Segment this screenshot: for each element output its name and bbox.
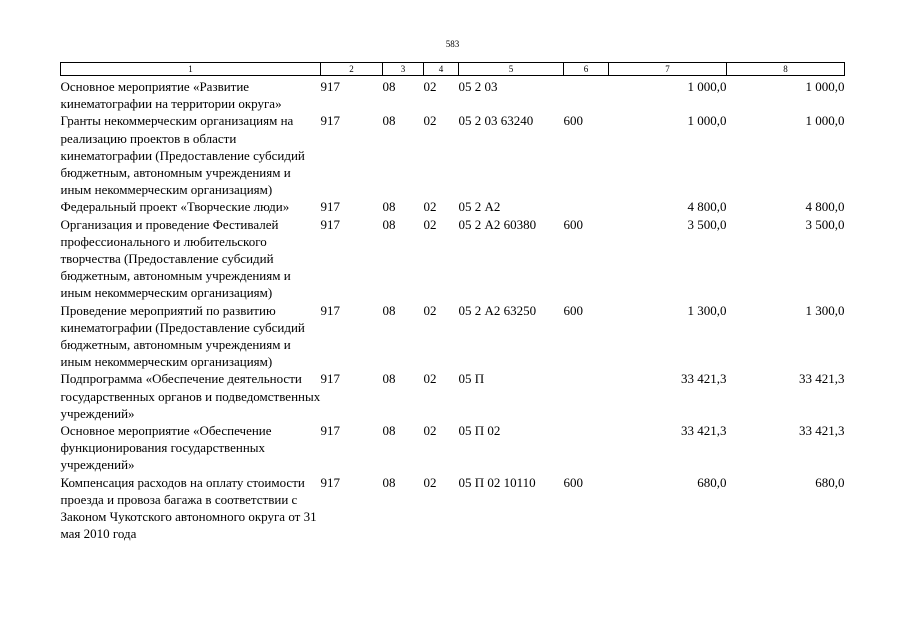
row-name: Основное мероприятие «Обеспечение функционирования государственных учреждений» [60,423,272,473]
column-number-6: 6 [564,63,609,76]
expense-type-code: 600 [563,302,583,318]
column-number-1: 1 [61,63,321,76]
row-name: Основное мероприятие «Развитие кинематографии на территории округа» [60,79,282,112]
budget-table [60,62,845,542]
section-code: 08 [382,423,396,439]
ministry-code: 917 [320,216,340,232]
section-code: 08 [382,302,396,318]
ministry-code: 917 [320,113,340,129]
ministry-code: 917 [320,423,340,439]
ministry-code: 917 [320,474,340,490]
table-row [61,474,845,543]
table-row [61,198,845,215]
target-article-code: 05 2 А2 63250 [458,302,537,318]
table-header [61,63,845,76]
amount-column-7: 33 421,3 [681,371,727,387]
amount-column-7: 1 300,0 [687,302,727,318]
table-row [61,112,845,198]
expense-type-code [564,198,609,215]
expense-type-code [564,76,609,113]
column-number-row [61,63,845,76]
subsection-code: 02 [423,199,437,215]
amount-column-8: 680,0 [815,474,845,490]
ministry-code: 917 [320,371,340,387]
section-code: 08 [382,371,396,387]
expense-type-code [564,422,609,474]
subsection-code: 02 [423,302,437,318]
amount-column-8: 1 000,0 [805,113,845,129]
section-code: 08 [382,113,396,129]
amount-column-7: 4 800,0 [687,199,727,215]
ministry-code: 917 [320,302,340,318]
amount-column-7: 1 000,0 [687,79,727,94]
column-number-4: 4 [424,63,459,76]
section-code: 08 [382,79,396,94]
row-name: Компенсация расходов на оплату стоимости проезда и провоза багажа в соответствии с Законом Чукотского автономного округа от 31 мая 2010 года [60,474,317,542]
target-article-code: 05 2 А2 60380 [458,216,537,232]
section-code: 08 [382,474,396,490]
amount-column-7: 33 421,3 [681,423,727,439]
target-article-code: 05 2 А2 [458,199,501,215]
target-article-code: 05 2 03 63240 [458,113,534,129]
column-number-8: 8 [727,63,845,76]
table-row [61,370,845,422]
expense-type-code: 600 [563,113,583,129]
target-article-code: 05 2 03 [458,79,498,94]
row-name: Проведение мероприятий по развитию кинематографии (Предоставление субсидий бюджетным, автономным учреждениям и иным некоммерческим организациям) [60,302,305,370]
subsection-code: 02 [423,113,437,129]
subsection-code: 02 [423,371,437,387]
column-number-2: 2 [321,63,383,76]
row-name: Гранты некоммерческим организациям на реализацию проектов в области кинематографии (Предоставление субсидий бюджетным, автономным учреждениям и иным некоммерческим организациям) [60,113,305,198]
table-row [61,302,845,371]
amount-column-7: 3 500,0 [687,216,727,232]
subsection-code: 02 [423,79,437,94]
amount-column-8: 33 421,3 [799,423,845,439]
amount-column-8: 4 800,0 [805,199,845,215]
section-code: 08 [382,199,396,215]
amount-column-8: 3 500,0 [805,216,845,232]
amount-column-7: 1 000,0 [687,113,727,129]
amount-column-8: 1 300,0 [805,302,845,318]
subsection-code: 02 [423,474,437,490]
table-body [61,76,845,543]
table-row [61,216,845,302]
table-row [61,76,845,113]
column-number-5: 5 [459,63,564,76]
ministry-code: 917 [320,79,340,94]
column-number-3: 3 [383,63,424,76]
target-article-code: 05 П [458,371,485,387]
expense-type-code: 600 [563,216,583,232]
section-code: 08 [382,216,396,232]
row-name: Федеральный проект «Творческие люди» [60,199,290,215]
row-name: Организация и проведение Фестивалей профессионального и любительского творчества (Предоставление субсидий бюджетным, автономным учреждениям и иным некоммерческим организациям) [60,216,291,301]
column-number-7: 7 [609,63,727,76]
amount-column-7: 680,0 [697,474,727,490]
target-article-code: 05 П 02 10110 [458,474,536,490]
target-article-code: 05 П 02 [458,423,501,439]
subsection-code: 02 [423,423,437,439]
table-row [61,422,845,474]
ministry-code: 917 [320,199,340,215]
amount-column-8: 1 000,0 [805,79,845,94]
row-name: Подпрограмма «Обеспечение деятельности государственных органов и подведомственных учреждений» [60,371,321,421]
page-number: 583 [445,39,460,49]
expense-type-code: 600 [563,474,583,490]
subsection-code: 02 [423,216,437,232]
amount-column-8: 33 421,3 [799,371,845,387]
expense-type-code [564,370,609,422]
